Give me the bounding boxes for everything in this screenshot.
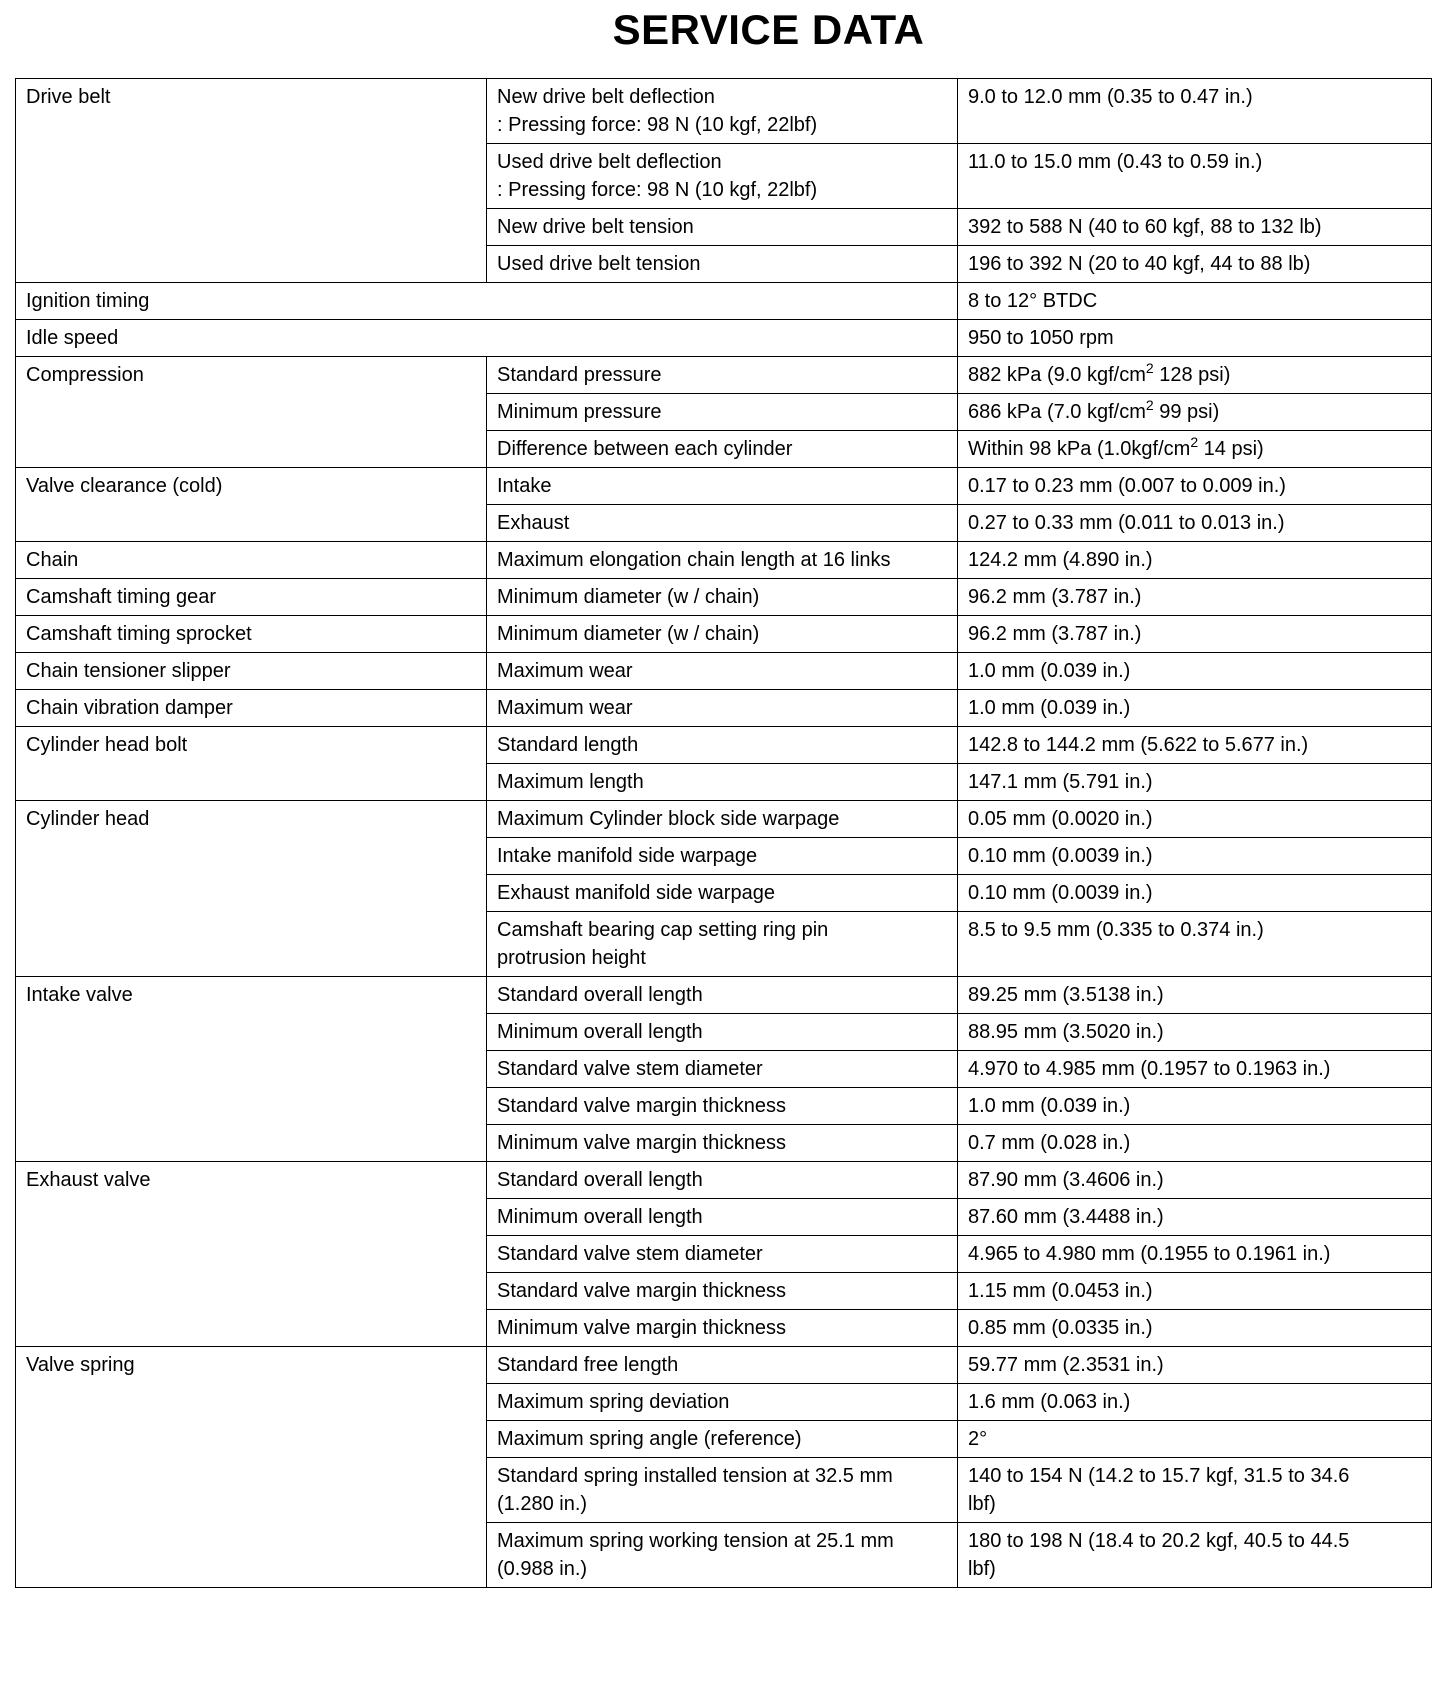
item-cell: Used drive belt tension <box>487 246 958 283</box>
value-text: Within 98 kPa (1.0kgf/cm <box>968 438 1191 460</box>
value-text-tail: 128 psi) <box>1153 364 1231 386</box>
item-cell: Exhaust <box>487 505 958 542</box>
value-cell: 147.1 mm (5.791 in.) <box>958 764 1432 801</box>
item-cell: Minimum valve margin thickness <box>487 1310 958 1347</box>
table-row <box>16 1347 1432 1384</box>
item-cell: Difference between each cylinder <box>487 431 958 468</box>
item-cell: Minimum diameter (w / chain) <box>487 579 958 616</box>
value-cell: 0.10 mm (0.0039 in.) <box>958 838 1432 875</box>
table-row <box>16 977 1432 1014</box>
component-cell: Valve spring <box>16 1347 487 1588</box>
item-cell: Camshaft bearing cap setting ring pin protrusion height <box>487 912 958 977</box>
item-cell: Maximum Cylinder block side warpage <box>487 801 958 838</box>
item-cell: Standard overall length <box>487 977 958 1014</box>
value-cell: 8 to 12° BTDC <box>958 283 1432 320</box>
component-cell: Drive belt <box>16 79 487 283</box>
value-cell: 4.965 to 4.980 mm (0.1955 to 0.1961 in.) <box>958 1236 1432 1273</box>
table-row <box>16 542 1432 579</box>
value-cell: 0.7 mm (0.028 in.) <box>958 1125 1432 1162</box>
item-cell: Standard free length <box>487 1347 958 1384</box>
value-cell: 89.25 mm (3.5138 in.) <box>958 977 1432 1014</box>
value-cell: 0.10 mm (0.0039 in.) <box>958 875 1432 912</box>
value-cell: 8.5 to 9.5 mm (0.335 to 0.374 in.) <box>958 912 1432 977</box>
value-cell: 2° <box>958 1421 1432 1458</box>
value-text: 882 kPa (9.0 kgf/cm <box>968 364 1146 386</box>
item-cell: Maximum length <box>487 764 958 801</box>
value-cell: 87.90 mm (3.4606 in.) <box>958 1162 1432 1199</box>
component-cell: Camshaft timing gear <box>16 579 487 616</box>
component-cell: Camshaft timing sprocket <box>16 616 487 653</box>
value-cell: 140 to 154 N (14.2 to 15.7 kgf, 31.5 to 34.6 lbf) <box>958 1458 1432 1523</box>
component-cell: Ignition timing <box>16 283 958 320</box>
component-cell: Compression <box>16 357 487 468</box>
value-cell: 1.0 mm (0.039 in.) <box>958 1088 1432 1125</box>
item-cell: Minimum overall length <box>487 1199 958 1236</box>
value-cell: 88.95 mm (3.5020 in.) <box>958 1014 1432 1051</box>
table-row <box>16 653 1432 690</box>
value-cell: 0.27 to 0.33 mm (0.011 to 0.013 in.) <box>958 505 1432 542</box>
item-cell: Exhaust manifold side warpage <box>487 875 958 912</box>
value-text: 686 kPa (7.0 kgf/cm <box>968 401 1146 423</box>
item-cell: Minimum pressure <box>487 394 958 431</box>
item-cell: Minimum overall length <box>487 1014 958 1051</box>
item-cell: Intake manifold side warpage <box>487 838 958 875</box>
table-row <box>16 79 1432 144</box>
value-cell: 196 to 392 N (20 to 40 kgf, 44 to 88 lb) <box>958 246 1432 283</box>
item-cell: Maximum wear <box>487 690 958 727</box>
component-cell: Chain <box>16 542 487 579</box>
value-cell: 0.85 mm (0.0335 in.) <box>958 1310 1432 1347</box>
item-cell: Standard spring installed tension at 32.5 mm (1.280 in.) <box>487 1458 958 1523</box>
value-cell <box>958 431 1432 468</box>
item-cell: Standard overall length <box>487 1162 958 1199</box>
value-superscript: 2 <box>1145 397 1154 413</box>
table-row <box>16 1162 1432 1199</box>
value-cell <box>958 394 1432 431</box>
component-cell: Chain tensioner slipper <box>16 653 487 690</box>
component-cell: Valve clearance (cold) <box>16 468 487 542</box>
value-cell: 87.60 mm (3.4488 in.) <box>958 1199 1432 1236</box>
value-superscript: 2 <box>1145 360 1154 376</box>
table-row <box>16 320 1432 357</box>
item-cell: Used drive belt deflection : Pressing force: 98 N (10 kgf, 22lbf) <box>487 144 958 209</box>
item-cell: Standard pressure <box>487 357 958 394</box>
value-text-tail: 14 psi) <box>1198 438 1264 460</box>
value-cell: 0.05 mm (0.0020 in.) <box>958 801 1432 838</box>
item-cell: Standard length <box>487 727 958 764</box>
item-cell: Minimum diameter (w / chain) <box>487 616 958 653</box>
table-row <box>16 283 1432 320</box>
value-cell: 1.15 mm (0.0453 in.) <box>958 1273 1432 1310</box>
table-row <box>16 801 1432 838</box>
value-cell: 1.0 mm (0.039 in.) <box>958 653 1432 690</box>
item-cell: Maximum elongation chain length at 16 links <box>487 542 958 579</box>
component-cell: Idle speed <box>16 320 958 357</box>
value-text-tail: 99 psi) <box>1153 401 1220 423</box>
item-cell: Standard valve margin thickness <box>487 1088 958 1125</box>
value-cell: 1.6 mm (0.063 in.) <box>958 1384 1432 1421</box>
value-cell: 142.8 to 144.2 mm (5.622 to 5.677 in.) <box>958 727 1432 764</box>
value-cell: 0.17 to 0.23 mm (0.007 to 0.009 in.) <box>958 468 1432 505</box>
table-row <box>16 579 1432 616</box>
value-cell: 9.0 to 12.0 mm (0.35 to 0.47 in.) <box>958 79 1432 144</box>
component-cell: Chain vibration damper <box>16 690 487 727</box>
component-cell: Intake valve <box>16 977 487 1162</box>
component-cell: Cylinder head bolt <box>16 727 487 801</box>
table-row <box>16 616 1432 653</box>
item-cell: Maximum spring deviation <box>487 1384 958 1421</box>
item-cell: New drive belt tension <box>487 209 958 246</box>
item-cell: Maximum spring angle (reference) <box>487 1421 958 1458</box>
item-cell: New drive belt deflection : Pressing force: 98 N (10 kgf, 22lbf) <box>487 79 958 144</box>
service-data-table-body <box>16 79 1432 1588</box>
value-cell: 59.77 mm (2.3531 in.) <box>958 1347 1432 1384</box>
item-cell: Standard valve stem diameter <box>487 1236 958 1273</box>
item-cell: Standard valve stem diameter <box>487 1051 958 1088</box>
item-cell: Intake <box>487 468 958 505</box>
value-cell: 950 to 1050 rpm <box>958 320 1432 357</box>
value-cell: 124.2 mm (4.890 in.) <box>958 542 1432 579</box>
item-cell: Minimum valve margin thickness <box>487 1125 958 1162</box>
value-cell: 11.0 to 15.0 mm (0.43 to 0.59 in.) <box>958 144 1432 209</box>
value-superscript: 2 <box>1190 434 1199 450</box>
value-cell: 4.970 to 4.985 mm (0.1957 to 0.1963 in.) <box>958 1051 1432 1088</box>
item-cell: Maximum wear <box>487 653 958 690</box>
item-cell: Standard valve margin thickness <box>487 1273 958 1310</box>
service-data-table <box>15 78 1432 1588</box>
value-cell: 96.2 mm (3.787 in.) <box>958 616 1432 653</box>
item-cell: Maximum spring working tension at 25.1 mm (0.988 in.) <box>487 1523 958 1588</box>
value-cell: 96.2 mm (3.787 in.) <box>958 579 1432 616</box>
table-row <box>16 727 1432 764</box>
value-cell: 392 to 588 N (40 to 60 kgf, 88 to 132 lb) <box>958 209 1432 246</box>
value-cell: 1.0 mm (0.039 in.) <box>958 690 1432 727</box>
table-row <box>16 357 1432 394</box>
value-cell <box>958 357 1432 394</box>
component-cell: Exhaust valve <box>16 1162 487 1347</box>
table-row <box>16 468 1432 505</box>
page-title: SERVICE DATA <box>612 6 925 53</box>
table-row <box>16 690 1432 727</box>
value-cell: 180 to 198 N (18.4 to 20.2 kgf, 40.5 to 44.5 lbf) <box>958 1523 1432 1588</box>
component-cell: Cylinder head <box>16 801 487 977</box>
